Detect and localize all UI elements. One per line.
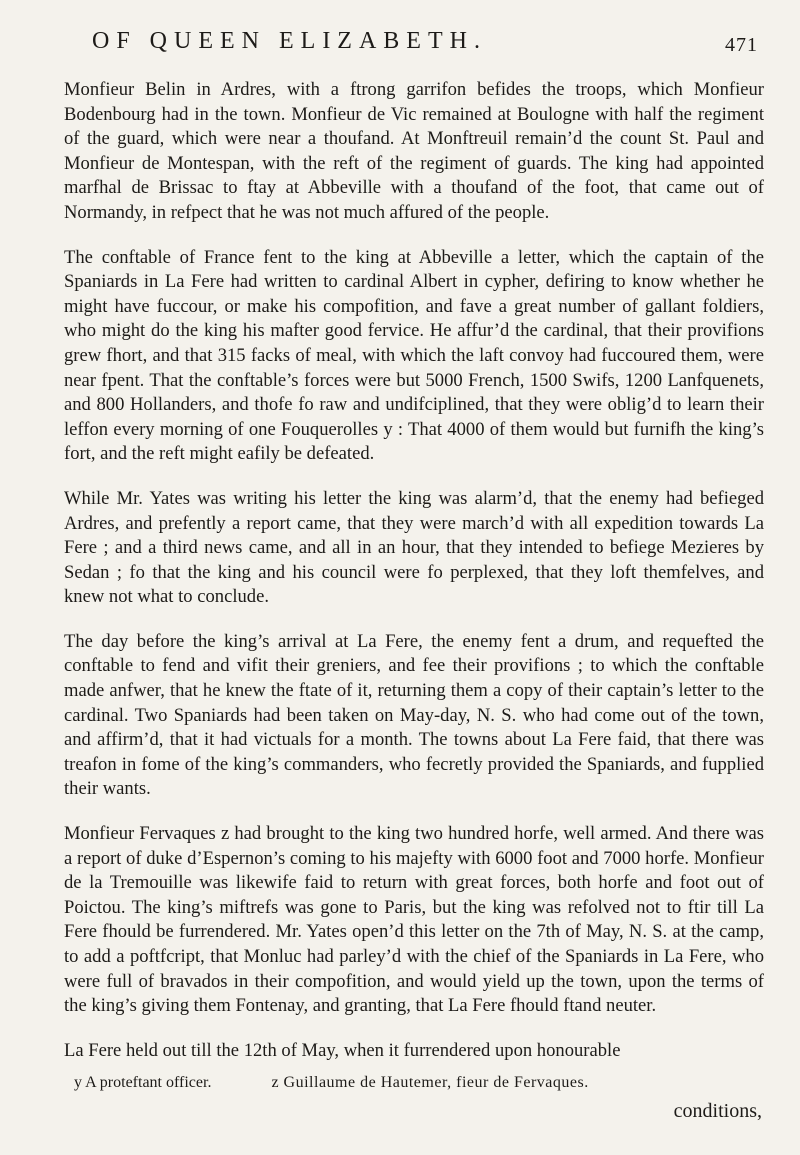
paragraph-1: Monfieur Belin in Ardres, with a ftrong garrifon befides the troops, which Monfieur Bodenbourg had in the town. Monfieur de Vic remained at Boulogne with half the regiment of the guard, which were near a thoufand. At Monftreuil remain’d the count St. Paul and Monfieur de Montespan, with the reft of the regiment of guards. The king had appointed marfhal de Brissac to ftay at Abbeville with a thoufand of the foot, that came out of Normandy, in refpect that he was not much affured of the people. [64,79,764,223]
footnotes [64,1074,764,1092]
paragraph-2: The conftable of France fent to the king at Abbeville a letter, which the captain of the Spaniards in La Fere had written to cardinal Albert in cypher, defiring to know whether he might have fuccour, or make his compofition, and fave a great number of gallant foldiers, who might do the king his mafter good fervice. He affur’d the cardinal, that their provifions grew fhort, and that 315 facks of meal, with which the laft convoy had fuccoured them, were near fpent. That the conftable’s forces were but 5000 French, 1500 Swifs, 1200 Lanfquenets, and 800 Hollanders, and thofe fo raw and undifciplined, that they were oblig’d to learn their leffon every morning of one Fouquerolles y : That 4000 of them would but furnifh the king’s fort, and the reft might eafily be defeated. [64,246,764,465]
paragraph-6: La Fere held out till the 12th of May, when it furrendered upon honourable [64,1039,621,1061]
running-title: OF QUEEN ELIZABETH. [92,28,487,54]
catchword: conditions, [673,1100,762,1122]
paragraph-5: Monfieur Fervaques z had brought to the king two hundred horfe, well armed. And there was a report of duke d’Espernon’s coming to his majefty with 6000 foot and 7000 horfe. Monfieur de la Tremouille was likewife faid to return with great forces, both horfe and foot out of Poictou. The king’s miftrefs was gone to Paris, but the king was refolved not to ftir till La Fere fhould be furrendered. Mr. Yates open’d this letter on the 7th of May, N. S. at the camp, to add a poftfcript, that Monluc had parley’d with the chief of the Spaniards in La Fere, who were full of bravados in their compofition, and would yield up the town, upon the terms of the king’s giving them Fontenay, and granting, that La Fere fhould ftand neuter. [64,823,764,1017]
running-header [92,28,758,64]
paragraph-3: While Mr. Yates was writing his letter the king was alarm’d, that the enemy had befieged Ardres, and prefently a report came, that they were march’d with all expedition towards La Fere ; and a third news came, and all in an hour, that they intended to befiege Mezieres by Sedan ; fo that the king and his council were fo perplexed, that they loft themfelves, and knew not what to conclude. [64,487,764,608]
footnote-y: y A proteftant officer. [74,1074,212,1091]
paragraph-4: The day before the king’s arrival at La Fere, the enemy fent a drum, and requefted the conftable to fend and vifit their greniers, and fee their provifions ; to which the conftable made anfwer, that he knew the ftate of it, returning them a copy of their captain’s letter to the cardinal. Two Spaniards had been taken on May-day, N. S. who had come out of the town, and affirm’d, that it had victuals for a month. The towns about La Fere faid, that there was treafon in fome of the king’s commanders, who fecretly provided the Spaniards, and fupplied their wants. [64,630,764,800]
body-text [64,78,764,1083]
footnote-z: z Guillaume de Hautemer, fieur de Fervaques. [271,1074,589,1091]
page-number: 471 [725,34,758,56]
